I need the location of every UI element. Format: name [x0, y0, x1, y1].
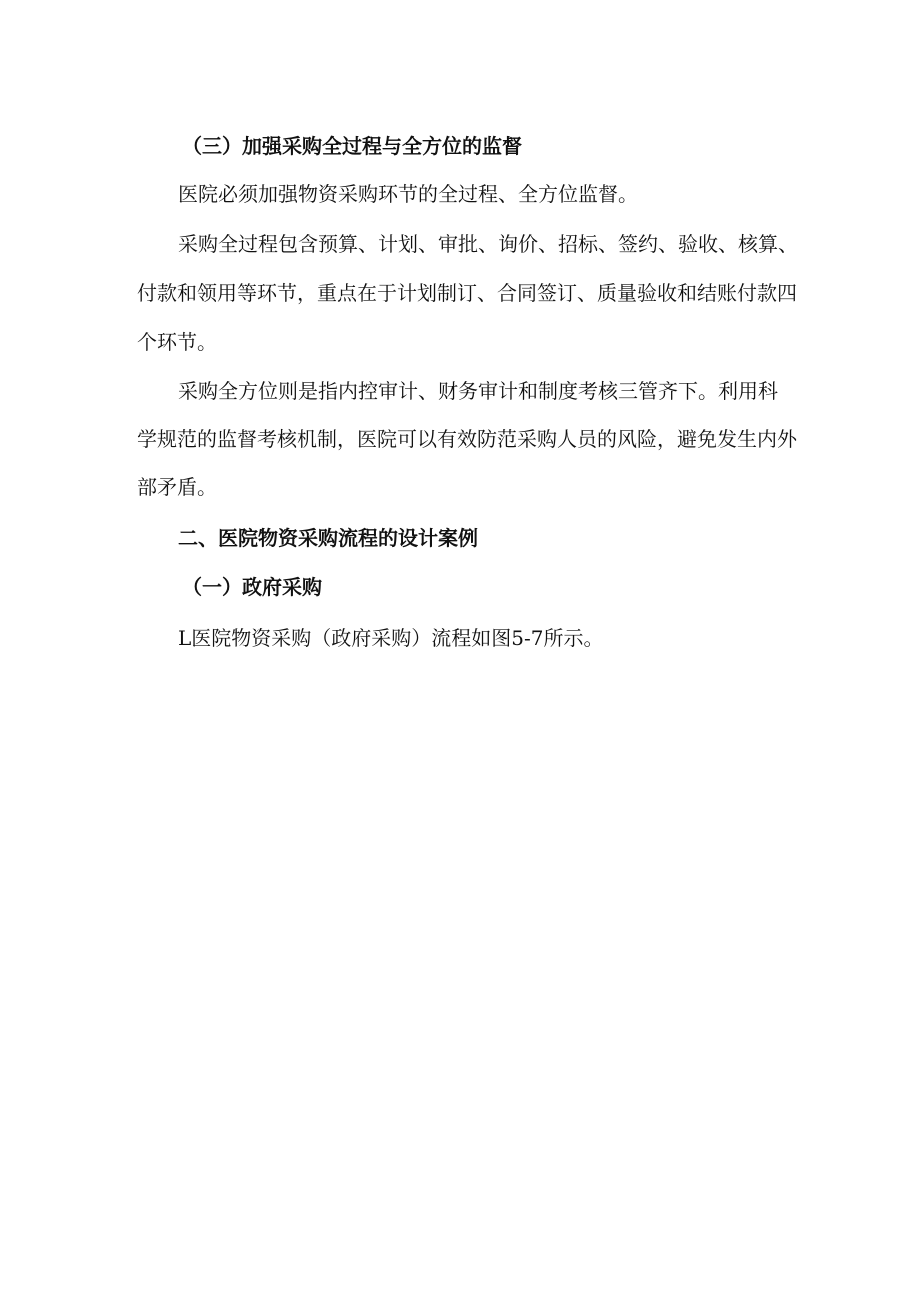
paragraph-line: 采购全方位则是指内控审计、财务审计和制度考核三管齐下。利用科: [178, 379, 778, 403]
section-heading: （三）加强采购全过程与全方位的监督: [182, 134, 522, 158]
section-heading: 二、医院物资采购流程的设计案例: [178, 526, 478, 550]
subsection-heading: （一）政府采购: [182, 575, 322, 599]
paragraph-line: L医院物资采购（政府采购）流程如图5-7所示。: [178, 626, 604, 650]
paragraph-line: 付款和领用等环节，重点在于计划制订、合同签订、质量验收和结账付款四: [137, 281, 797, 305]
paragraph-line: 采购全过程包含预算、计划、审批、询价、招标、签约、验收、核算、: [178, 232, 798, 256]
paragraph-line: 医院必须加强物资采购环节的全过程、全方位监督。: [178, 182, 638, 206]
paragraph-line: 部矛盾。: [137, 475, 217, 499]
paragraph-line: 学规范的监督考核机制，医院可以有效防范采购人员的风险，避免发生内外: [137, 427, 797, 451]
paragraph-line: 个环节。: [137, 330, 217, 354]
